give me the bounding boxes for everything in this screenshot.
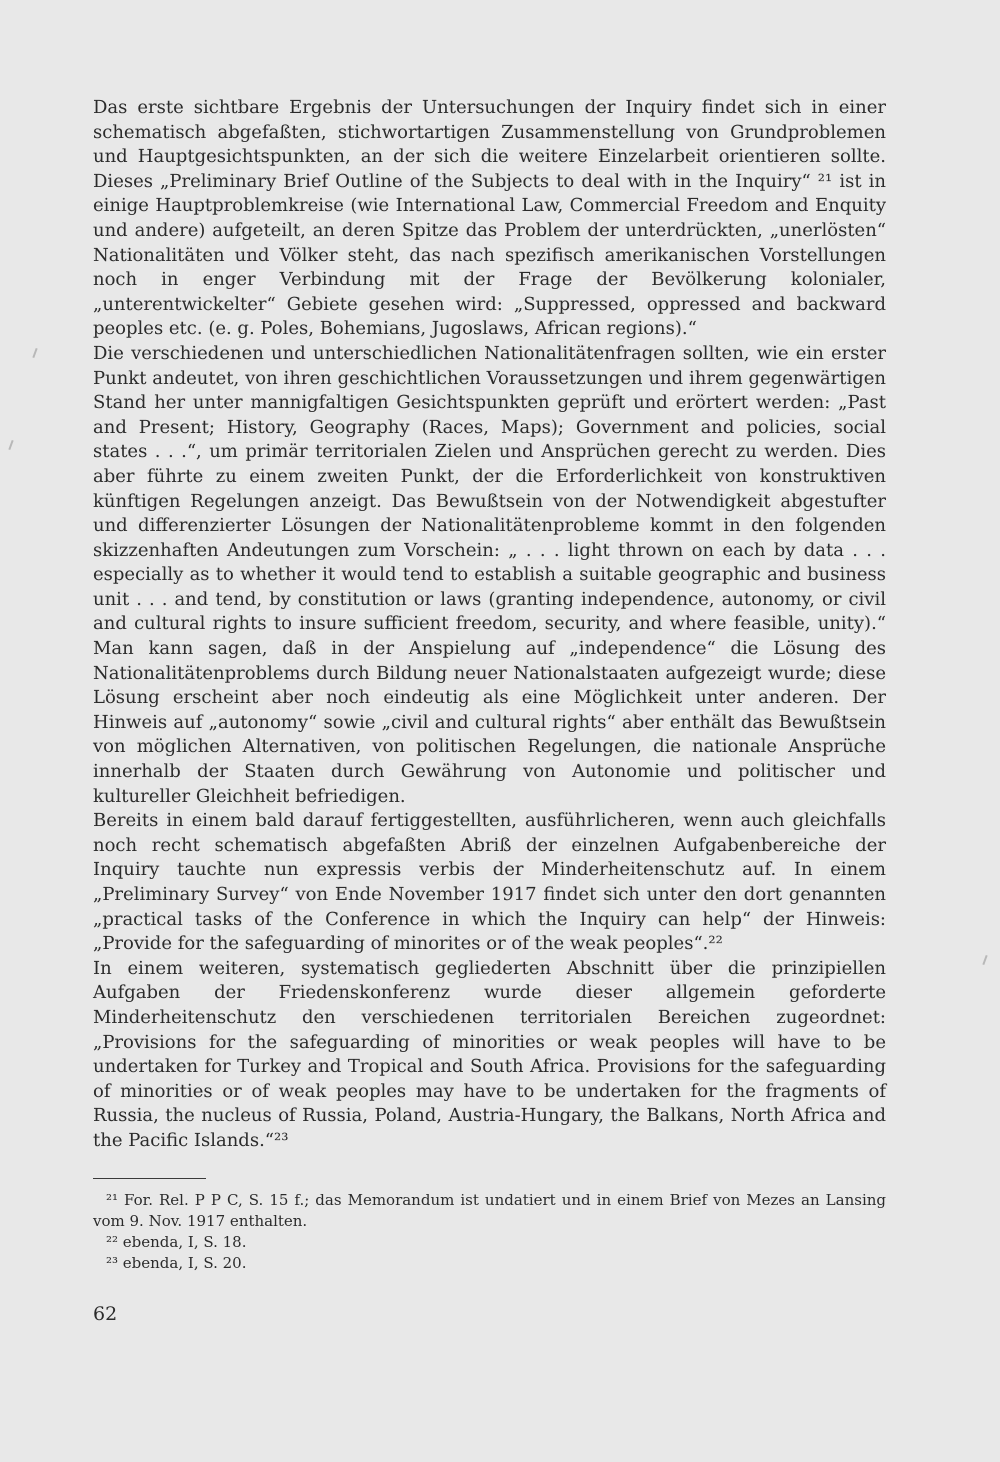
footnote: ²¹ For. Rel. P P C, S. 15 f.; das Memorandum ist undatiert und in einem Brief von Mezes an Lansing vom 9. Nov. 1917 enthalten. — [93, 1191, 886, 1230]
paragraph: Die verschiedenen und unterschiedlichen Nationalitätenfragen sollten, wie ein erster Punkt andeutet, von ihren geschichtlichen Voraussetzungen und ihrem gegenwärtigen Stand her unter mannigfaltigen Gesichtspunkten geprüft und erörtert werden: „Past and Present; History, Geography (Races, Maps); Government and policies, social states . . .“, um primär territorialen Zielen und Ansprüchen gerecht zu werden. Dies aber führte zu einem zweiten Punkt, der die Erforderlichkeit von konstruktiven künftigen Regelungen anzeigt. Das Bewußtsein von der Notwendigkeit abgestufter und differenzierter Lösungen der Nationalitätenprobleme kommt in den folgenden skizzenhaften Andeutungen zum Vorschein: „ . . . light thrown on each by data . . . especially as to whether it would tend to establish a suitable geographic and business unit . . . and tend, by constitution or laws (granting independence, autonomy, or civil and cultural rights to insure sufficient freedom, security, and where feasible, unity).“ Man kann sagen, daß in der Anspielung auf „independence“ die Lösung des Nationalitätenproblems durch Bildung neuer Nationalstaaten aufgezeigt wurde; diese Lösung erscheint aber noch eindeutig als eine Möglichkeit unter anderen. Der Hinweis auf „autonomy“ sowie „civil and cultural rights“ aber enthält das Bewußtsein von möglichen Alternativen, von politischen Regelungen, die nationale Ansprüche innerhalb der Staaten durch Gewährung von Autonomie und politischer und kultureller Gleichheit befriedigen. — [93, 342, 886, 807]
paragraph: Das erste sichtbare Ergebnis der Untersuchungen der Inquiry findet sich in einer schematisch abgefaßten, stichwortartigen Zusammenstellung von Grundproblemen und Hauptgesichtspunkten, an der sich die weitere Einzelarbeit orientieren sollte. Dieses „Preliminary Brief Outline of the Subjects to deal with in the Inquiry“ ²¹ ist in einige Hauptproblemkreise (wie International Law, Commercial Freedom and Enquity und andere) aufgeteilt, an deren Spitze das Problem der unterdrückten, „unerlösten“ Nationalitäten und Völker steht, das nach spezifisch amerikanischen Vorstellungen noch in enger Verbindung mit der Frage der Bevölkerung kolonialer, „unterentwickelter“ Gebiete gesehen wird: „Suppressed, oppressed and backward peoples etc. (e. g. Poles, Bohemians, Jugoslaws, African regions).“ — [93, 97, 886, 340]
footnote: ²³ ebenda, I, S. 20. — [106, 1254, 247, 1272]
body-text — [93, 96, 886, 1154]
paragraph: In einem weiteren, systematisch gegliederten Abschnitt über die prinzipiellen Aufgaben der Friedenskonferenz wurde dieser allgemein geforderte Minderheitenschutz den verschiedenen territorialen Bereichen zugeordnet: „Provisions for the safeguarding of minorities or weak peoples will have to be undertaken for Turkey and Tropical and South Africa. Provisions for the safeguarding of minorities or of weak peoples may have to be undertaken for the fragments of Russia, the nucleus of Russia, Poland, Austria-Hungary, the Balkans, North Africa and the Pacific Islands.“²³ — [93, 957, 886, 1151]
margin-mark — [982, 955, 987, 965]
footnote-divider — [93, 1178, 206, 1179]
footnote: ²² ebenda, I, S. 18. — [106, 1233, 247, 1251]
page-number: 62 — [93, 1303, 118, 1325]
margin-mark — [32, 348, 37, 358]
footnotes — [93, 1190, 886, 1274]
margin-mark — [8, 440, 13, 450]
paragraph: Bereits in einem bald darauf fertiggestellten, ausführlicheren, wenn auch gleichfalls noch recht schematisch abgefaßten Abriß der einzelnen Aufgabenbereiche der Inquiry tauchte nun expressis verbis der Minderheitenschutz auf. In einem „Preliminary Survey“ von Ende November 1917 findet sich unter den dort genannten „practical tasks of the Conference in which the Inquiry can help“ der Hinweis: „Provide for the safeguarding of minorites or of the weak peoples“.²² — [93, 810, 886, 955]
